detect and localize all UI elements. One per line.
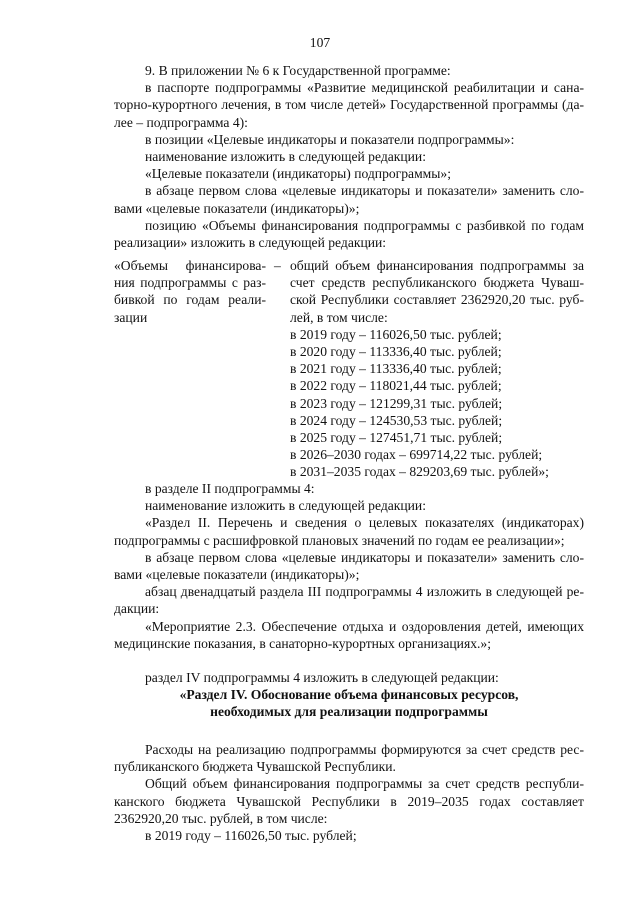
section-middle	[114, 480, 584, 686]
paragraph-target-indicators: «Целевые показатели (индикаторы) подпрограммы»;	[145, 166, 451, 182]
paragraph-position-targets: в позиции «Целевые индикаторы и показатели подпрограммы»:	[145, 131, 515, 147]
paragraph-name-new-edition: наименование изложить в следующей редакции:	[145, 149, 426, 165]
year-line: в 2026–2030 годах – 699714,22 тыс. рублей;	[290, 447, 543, 463]
paragraph-expenses: Расходы на реализацию подпрограммы формируются за счет средств рес- публиканского бюджета Чувашской Республики.	[114, 742, 584, 775]
paragraph-passport: в паспорте подпрограммы «Развитие медицинской реабилитации и сана- торно-курортного лечения, в том числе детей» Государственной программы (да- лее – подпрограмма 4):	[114, 80, 584, 130]
year-line: в 2031–2035 годах – 829203,69 тыс. рублей»;	[290, 464, 549, 480]
paragraph-financing-position: позицию «Объемы финансирования подпрограммы с разбивкой по годам реализации» изложить в следующей редакции:	[114, 217, 584, 251]
paragraph-replace-words-2: в абзаце первом слова «целевые индикаторы и показатели» заменить сло- вами «целевые показатели (индикаторы)»;	[114, 549, 584, 583]
year-line: в 2019 году – 116026,50 тыс. рублей;	[290, 326, 502, 342]
year-line: в 2022 году – 118021,44 тыс. рублей;	[290, 378, 502, 394]
year-line: в 2021 году – 113336,40 тыс. рублей;	[290, 361, 502, 377]
section-bottom	[114, 741, 584, 844]
paragraph-measure-2-3: «Мероприятие 2.3. Обеспечение отдыха и оздоровления детей, имеющих медицинские показания, в санаторно-курортных организациях.»;	[114, 618, 584, 651]
paragraph-name-new-edition-2: наименование изложить в следующей редакции:	[145, 498, 426, 514]
paragraph-item-9: 9. В приложении № 6 к Государственной программе:	[145, 63, 451, 78]
paragraph-section-3: абзац двенадцатый раздела III подпрограммы 4 изложить в следующей ре- дакции:	[114, 584, 584, 617]
page-number: 107	[309, 35, 331, 50]
paragraph-section-4-intro: раздел IV подпрограммы 4 изложить в следующей редакции:	[145, 670, 499, 686]
section-top	[114, 62, 584, 251]
year-line: в 2020 году – 113336,40 тыс. рублей;	[290, 344, 502, 360]
financing-label: «Объемы финансирова- ния подпрограммы с раз- бивкой по годам реали- зации	[114, 258, 266, 325]
paragraph-total-financing: Общий объем финансирования подпрограммы за счет средств республи- канского бюджета Чувашской Республики в 2019–2035 годах составляет 2362920,20 тыс. рублей, в том числе:	[114, 776, 584, 826]
year-line: в 2023 году – 121299,31 тыс. рублей;	[290, 395, 503, 411]
year-line: в 2025 году – 127451,71 тыс. рублей;	[290, 430, 503, 446]
paragraph-replace-words: в абзаце первом слова «целевые индикаторы и показатели» заменить сло- вами «целевые показатели (индикаторы)»;	[114, 183, 584, 216]
financing-dash: –	[274, 258, 281, 273]
financing-values: общий объем финансирования подпрограммы за счет средств республиканского бюджета Чуваш- ской Республики составляет 2362920,20 тыс. руб- лей, в том числе: в 2019 году – 116026,50 тыс. рублей; в 2020 году – 113336,40 тыс. рублей; в 2021 году – 113336,40 тыс. рублей; в 2022 году – 118021,44 тыс. рублей; в 2023 году – 121299,31 тыс. рублей; в 2024 году – 124530,53 тыс. рублей; в 2025 году – 127451,71 тыс. рублей; в 2026–2030 годах – 699714,22 тыс. рублей; в 2031–2035 годах – 829203,69 тыс. рублей»;	[290, 258, 584, 480]
section-4-heading: «Раздел IV. Обоснование объема финансовых ресурсов, необходимых для реализации подпрограммы	[179, 687, 519, 720]
year-line: в 2024 году – 124530,53 тыс. рублей;	[290, 412, 503, 428]
paragraph-section-2-title: «Раздел II. Перечень и сведения о целевых показателях (индикаторах) подпрограммы с расшифровкой плановых значений по годам ее реализации»;	[114, 515, 584, 548]
paragraph-section-2: в разделе II подпрограммы 4:	[145, 481, 315, 496]
paragraph-year-2019: в 2019 году – 116026,50 тыс. рублей;	[145, 828, 357, 844]
